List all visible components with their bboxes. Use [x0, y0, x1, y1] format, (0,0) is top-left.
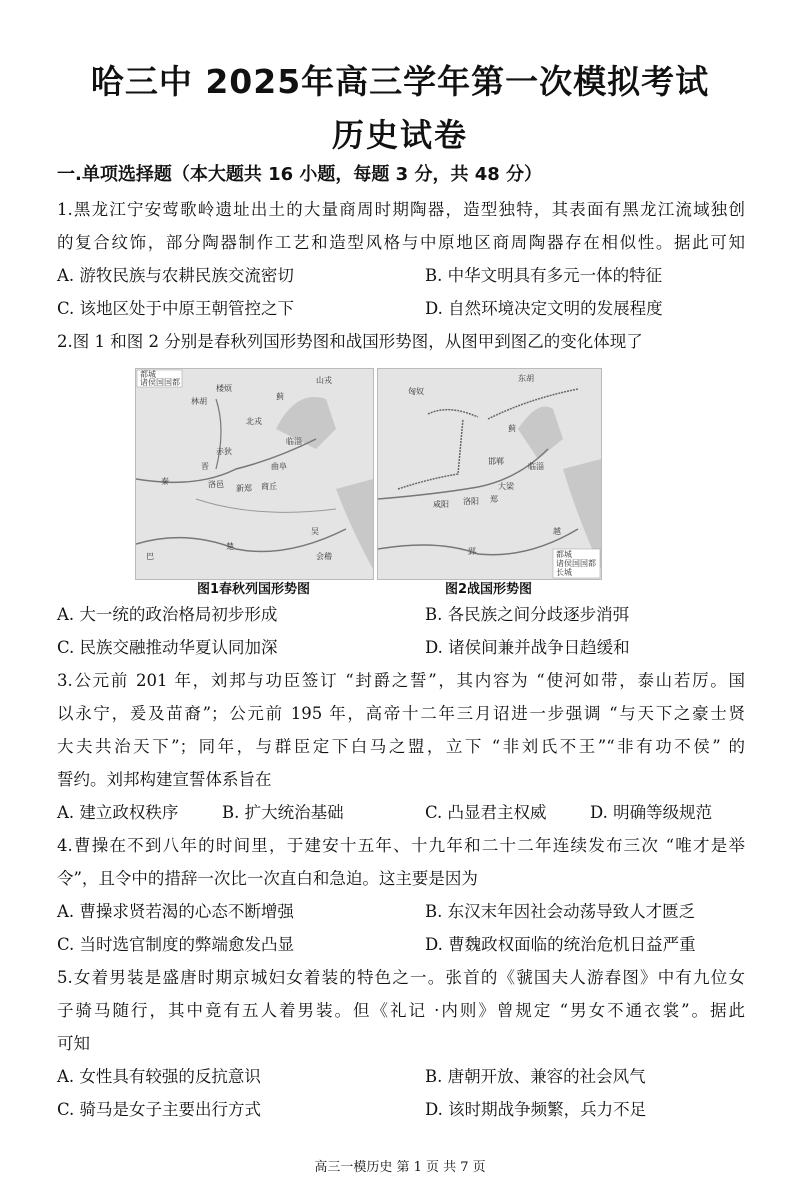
q4-option-b: B. 东汉末年因社会动荡导致人才匮乏 — [425, 902, 696, 921]
map-label: 大梁 — [498, 482, 514, 491]
map-label: 洛邑 — [208, 480, 224, 489]
map-label: 洛阳 — [463, 497, 479, 506]
map-label: 蓟 — [508, 424, 516, 433]
question-3-line: 3.公元前 201 年，刘邦与功臣签订 “封爵之誓”，其内容为 “使河如带，泰山若厉。国 — [57, 671, 745, 690]
map-warring-states — [377, 368, 602, 580]
map-label: 赤狄 — [216, 447, 232, 456]
question-5-line: 子骑马随行，其中竟有五人着男装。但《礼记 ·内则》曾规定 “男女不通衣裳”。据此 — [57, 1001, 745, 1020]
map-label: 林胡 — [191, 397, 207, 406]
q2-option-d: D. 诸侯间兼并战争日趋缓和 — [425, 638, 630, 657]
q5-option-b: B. 唐朝开放、兼容的社会风气 — [425, 1067, 646, 1086]
q1-option-d: D. 自然环境决定文明的发展程度 — [425, 299, 663, 318]
question-4-line: 令”，且令中的措辞一次比一次直白和急迫。这主要是因为 — [57, 869, 478, 888]
q3-option-b: B. 扩大统治基础 — [222, 803, 344, 822]
q5-option-a: A. 女性具有较强的反抗意识 — [57, 1067, 261, 1086]
map-spring-autumn — [135, 368, 374, 580]
q4-option-c: C. 当时选官制度的弊端愈发凸显 — [57, 935, 295, 954]
exam-title: 哈三中 2025年高三学年第一次模拟考试 — [90, 62, 710, 101]
q2-option-b: B. 各民族之间分歧逐步消弭 — [425, 605, 630, 624]
map-label: 东胡 — [518, 374, 534, 383]
section-heading: 一.单项选择题（本大题共 16 小题，每题 3 分，共 48 分） — [57, 164, 543, 185]
map-label: 邯郸 — [488, 457, 504, 466]
q3-option-a: A. 建立政权秩序 — [57, 803, 179, 822]
map-label: 北戎 — [246, 417, 262, 426]
question-3-line: 大夫共治天下”；同年，与群臣定下白马之盟，立下 “非刘氏不王”“非有功不侯” 的 — [57, 737, 745, 756]
map-label: 临淄 — [528, 462, 544, 471]
map1-legend-state-capital: 诸侯国国都 — [140, 378, 180, 387]
q3-option-c: C. 凸显君主权威 — [425, 803, 547, 822]
map-label: 新郑 — [236, 484, 252, 493]
map-label: 楼烦 — [216, 384, 232, 393]
q3-option-d: D. 明确等级规范 — [590, 803, 713, 822]
map-label: 郢 — [468, 547, 476, 556]
question-1-line: 的复合纹饰，部分陶器制作工艺和造型风格与中原地区商周陶器存在相似性。据此可知 — [57, 233, 745, 252]
question-4-line: 4.曹操在不到八年的时间里，于建安十五年、十九年和二十二年连续发布三次 “唯才是举 — [57, 836, 745, 855]
page-footer: 高三一模历史 第 1 页 共 7 页 — [314, 1160, 486, 1175]
q1-option-c: C. 该地区处于中原王朝管控之下 — [57, 299, 295, 318]
q2-option-a: A. 大一统的政治格局初步形成 — [57, 605, 278, 624]
q1-option-b: B. 中华文明具有多元一体的特征 — [425, 266, 663, 285]
map-label: 巴 — [146, 552, 154, 561]
q5-option-d: D. 该时期战争频繁，兵力不足 — [425, 1100, 647, 1119]
map-label: 咸阳 — [433, 500, 449, 509]
figure-1-caption: 图1春秋列国形势图 — [196, 582, 311, 597]
map2-legend-state-capital: 诸侯国国都 — [556, 559, 596, 568]
map-label: 越 — [553, 527, 561, 536]
map-label: 晋 — [201, 462, 209, 471]
map-label: 楚 — [226, 542, 234, 551]
map-label: 蓟 — [276, 392, 284, 401]
question-3-line: 以永宁，爰及苗裔”；公元前 195 年，高帝十二年三月诏进一步强调 “与天下之豪士贤 — [57, 704, 745, 723]
q4-option-a: A. 曹操求贤若渴的心态不断增强 — [57, 902, 294, 921]
figure-2-caption: 图2战国形势图 — [444, 582, 533, 597]
map-label: 会稽 — [316, 552, 332, 561]
map-label: 山戎 — [316, 376, 332, 385]
map-label: 临淄 — [286, 437, 302, 446]
map-label: 郑 — [490, 495, 498, 504]
map1-legend-capital: 都城 — [140, 370, 156, 379]
map-label: 吴 — [311, 527, 319, 536]
map2-legend-great-wall: 长城 — [556, 568, 572, 577]
map-label: 商丘 — [261, 482, 277, 491]
question-2-line: 2.图 1 和图 2 分别是春秋列国形势图和战国形势图，从图甲到图乙的变化体现了 — [57, 332, 643, 351]
q1-option-a: A. 游牧民族与农耕民族交流密切 — [57, 266, 294, 285]
q2-option-c: C. 民族交融推动华夏认同加深 — [57, 638, 278, 657]
map-label: 匈奴 — [408, 387, 424, 396]
question-1-line: 1.黑龙江宁安莺歌岭遗址出土的大量商周时期陶器，造型独特，其表面有黑龙江流域独创 — [57, 200, 745, 219]
question-3-line: 誓约。刘邦构建宣誓体系旨在 — [57, 770, 272, 789]
q5-option-c: C. 骑马是女子主要出行方式 — [57, 1100, 262, 1119]
map2-legend-capital: 都城 — [556, 550, 572, 559]
q4-option-d: D. 曹魏政权面临的统治危机日益严重 — [425, 935, 696, 954]
question-5-line: 可知 — [57, 1034, 90, 1053]
question-5-line: 5.女着男装是盛唐时期京城妇女着装的特色之一。张首的《虢国夫人游春图》中有九位女 — [57, 968, 745, 987]
map-label: 曲阜 — [271, 462, 287, 471]
map-label: 秦 — [161, 477, 169, 486]
exam-subtitle: 历史试卷 — [331, 116, 468, 154]
